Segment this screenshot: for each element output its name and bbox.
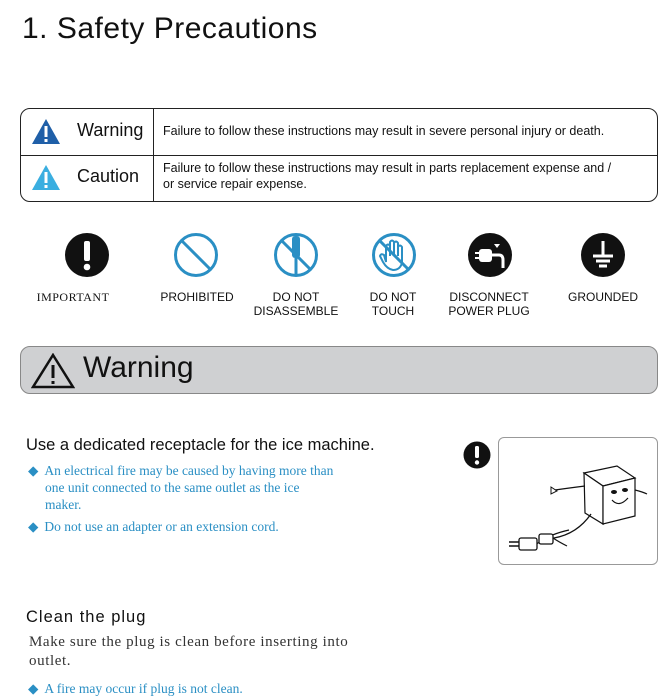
do-not-disassemble-label: DO NOT DISASSEMBLE: [253, 290, 339, 318]
legend-row-warning: [21, 109, 657, 156]
warning-label: Warning: [77, 120, 144, 140]
caution-label: Caution: [77, 166, 140, 186]
warning-triangle-icon: [31, 118, 61, 145]
dedicated-receptacle-heading: Use a dedicated receptacle for the ice machine.: [26, 436, 375, 454]
diamond-bullet-icon: ◆: [28, 681, 39, 696]
clean-plug-heading: Clean the plug: [26, 608, 147, 626]
important-label: IMPORTANT: [36, 290, 110, 304]
warning-description: Failure to follow these instructions may result in severe personal injury or death.: [163, 124, 605, 138]
ice-machine-illustration: [499, 438, 657, 564]
warning-outline-triangle-icon: [31, 353, 75, 389]
bullet-no-adapter: ◆ Do not use an adapter or an extension cord.: [28, 519, 279, 534]
clean-plug-body: Make sure the plug is clean before inserting into outlet.: [29, 634, 349, 669]
caution-description-line1: Failure to follow these instructions may result in parts replacement expense and /: [163, 161, 612, 175]
diamond-bullet-icon: ◆: [28, 519, 39, 534]
prohibited-icon: [173, 232, 219, 278]
grounded-label: GROUNDED: [567, 290, 638, 304]
do-not-disassemble-icon: [273, 232, 319, 278]
legend-row-caution: [21, 155, 657, 201]
important-icon: [463, 441, 491, 469]
disconnect-power-plug-label: DISCONNECT POWER PLUG: [448, 290, 530, 318]
diamond-bullet-icon: ◆: [28, 463, 39, 478]
disconnect-power-plug-icon: [467, 232, 513, 278]
legend-divider: [153, 109, 154, 201]
caution-description-line2: or service repair expense.: [163, 177, 307, 191]
page-title: 1. Safety Precautions: [22, 12, 318, 45]
bullet-fire-plug-not-clean: ◆ A fire may occur if plug is not clean.: [28, 681, 243, 696]
prohibited-label: PROHIBITED: [160, 290, 234, 304]
warning-banner-text: Warning: [83, 351, 194, 384]
important-icon: [64, 232, 110, 278]
do-not-touch-label: DO NOT TOUCH: [369, 290, 417, 318]
grounded-icon: [580, 232, 626, 278]
warning-banner: [20, 346, 658, 394]
do-not-touch-icon: [371, 232, 417, 278]
bullet-electrical-fire: ◆ An electrical fire may be caused by having more than one unit connected to the same outlet as the ice maker.: [28, 463, 334, 512]
caution-triangle-icon: [31, 164, 61, 191]
ice-machine-outlet-illustration: [498, 437, 658, 565]
hazard-legend-table: [20, 108, 658, 202]
